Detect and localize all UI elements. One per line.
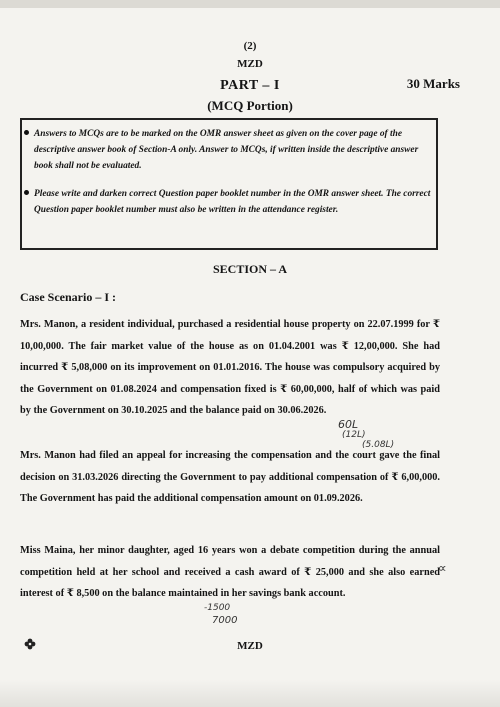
handwritten-note: 7000 — [212, 615, 238, 626]
part-heading: PART – I — [220, 78, 280, 93]
handwritten-note: 60L — [338, 418, 359, 431]
portion-heading: (MCQ Portion) — [207, 98, 293, 113]
handwritten-mark: ∝ — [438, 561, 447, 575]
footer-code: MZD — [237, 640, 263, 652]
page-edge — [0, 0, 500, 8]
marks-label: 30 Marks — [406, 76, 460, 91]
case-title: Case Scenario – I : — [20, 290, 116, 304]
page-bottom-edge — [0, 680, 500, 707]
instruction-item — [34, 126, 434, 174]
instruction-item — [34, 186, 434, 218]
bullet-icon — [24, 130, 29, 135]
handwritten-note: (5.08L) — [362, 440, 395, 450]
instruction-text: Answers to MCQs are to be marked on the OMR answer sheet as given on the cover page of the descriptive answer book of Section-A only. Answer to MCQs, if written inside the descriptive answer book shall not be evaluated. — [34, 129, 419, 171]
handwritten-note: (12L) — [342, 430, 366, 440]
instructions-box — [20, 118, 438, 250]
bullet-icon — [24, 190, 29, 195]
section-heading: SECTION – A — [212, 262, 288, 276]
instruction-text: Please write and darken correct Question paper booklet number in the OMR answer sheet. The correct Question paper booklet number must also be written in the attendance register. — [34, 189, 431, 215]
paper-code: MZD — [237, 58, 263, 70]
handwritten-note: -1500 — [204, 603, 231, 613]
page-number: (2) — [243, 40, 257, 52]
case-paragraph: Mrs. Manon, a resident individual, purchased a residential house property on 22.07.1999 for ₹ 10,00,000. The fair market value of the house as on 01.04.2001 was ₹ 12,00,000. She had incurred ₹ 5,08,000 on its improvement on 01.01.2016. The house was compulsory acquired by the Government on 01.08.2024 and compensation fixed is ₹ 60,00,000, half of which was paid by the Government on 30.10.2025 and the balance paid on 30.06.2026. — [20, 319, 440, 416]
case-paragraph: Mrs. Manon had filed an appeal for increasing the compensation and the court gave the final decision on 31.03.2026 directing the Government to pay additional compensation of ₹ 6,00,000. The Government has paid the additional compensation amount on 01.09.2026. — [20, 450, 440, 504]
case-paragraph: Miss Maina, her minor daughter, aged 16 years won a debate competition during the annual competition held at her school and received a cash award of ₹ 25,000 and she also earned interest of ₹ 8,500 on the balance maintained in her savings bank account. — [20, 545, 440, 599]
